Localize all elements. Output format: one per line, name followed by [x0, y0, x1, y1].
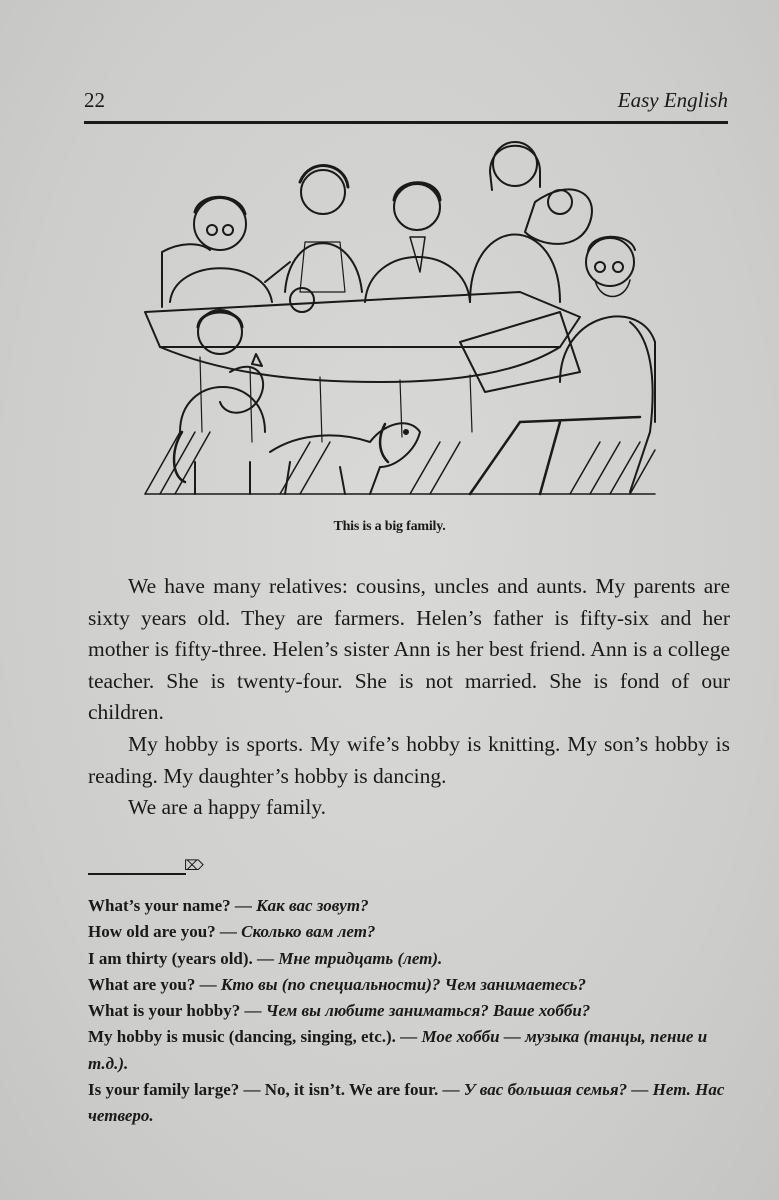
- phrase-line: [88, 946, 730, 972]
- phrase-english: What is your hobby? —: [88, 1001, 266, 1021]
- phrase-list: [88, 893, 730, 1130]
- phrase-english: I am thirty (years old). —: [88, 948, 279, 968]
- page-number: 22: [84, 88, 105, 112]
- phrase-english: How old are you? —: [88, 922, 242, 942]
- phrase-russian: Кто вы (по специальности)? Чем занимаетесь?: [220, 974, 587, 994]
- running-title: Easy English: [617, 88, 728, 112]
- phrase-line: [88, 1077, 730, 1130]
- family-illustration: [140, 132, 660, 502]
- phrase-russian: Мне тридцать (лет).: [278, 948, 443, 968]
- phrase-english: What’s your name? —: [88, 896, 257, 915]
- phrase-english: What are you? —: [88, 974, 221, 994]
- phrase-line: [88, 919, 730, 945]
- body-text: [88, 571, 730, 824]
- phrase-english: Is your family large? — No, it isn’t. We are four. —: [88, 1080, 464, 1100]
- phrase-russian: Мое хобби — музыка (танцы, пение и т.д.).: [88, 1027, 708, 1073]
- paragraph: My hobby is sports. My wife’s hobby is knitting. My son’s hobby is reading. My daughter’s hobby is dancing.: [88, 731, 730, 788]
- illustration-caption: This is a big family.: [333, 519, 446, 534]
- phrase-line: [88, 972, 730, 998]
- phrase-line: [88, 998, 730, 1024]
- footnote-mark-icon: ⌦: [184, 859, 204, 874]
- page-header: [84, 88, 728, 118]
- phrase-russian: Сколько вам лет?: [241, 922, 376, 942]
- phrase-english: My hobby is music (dancing, singing, etc.). —: [88, 1027, 422, 1047]
- phrase-line: [88, 893, 730, 919]
- footnote-rule: [88, 873, 186, 875]
- header-rule: [84, 121, 728, 124]
- paragraph: We have many relatives: cousins, uncles and aunts. My parents are sixty years old. They are farmers. Helen’s father is fifty-six and her mother is fifty-three. Helen’s sister Ann is her best friend. Ann is a college teacher. She is twenty-four. She is not married. She is fond of our children.: [88, 574, 730, 725]
- phrase-russian: У вас большая семья? — Нет. Нас четверо.: [88, 1080, 725, 1126]
- phrase-russian: Чем вы любите заниматься? Ваше хобби?: [265, 1001, 591, 1021]
- paragraph: We are a happy family.: [128, 795, 327, 820]
- phrase-line: [88, 1024, 730, 1077]
- phrase-russian: Как вас зовут?: [256, 896, 369, 915]
